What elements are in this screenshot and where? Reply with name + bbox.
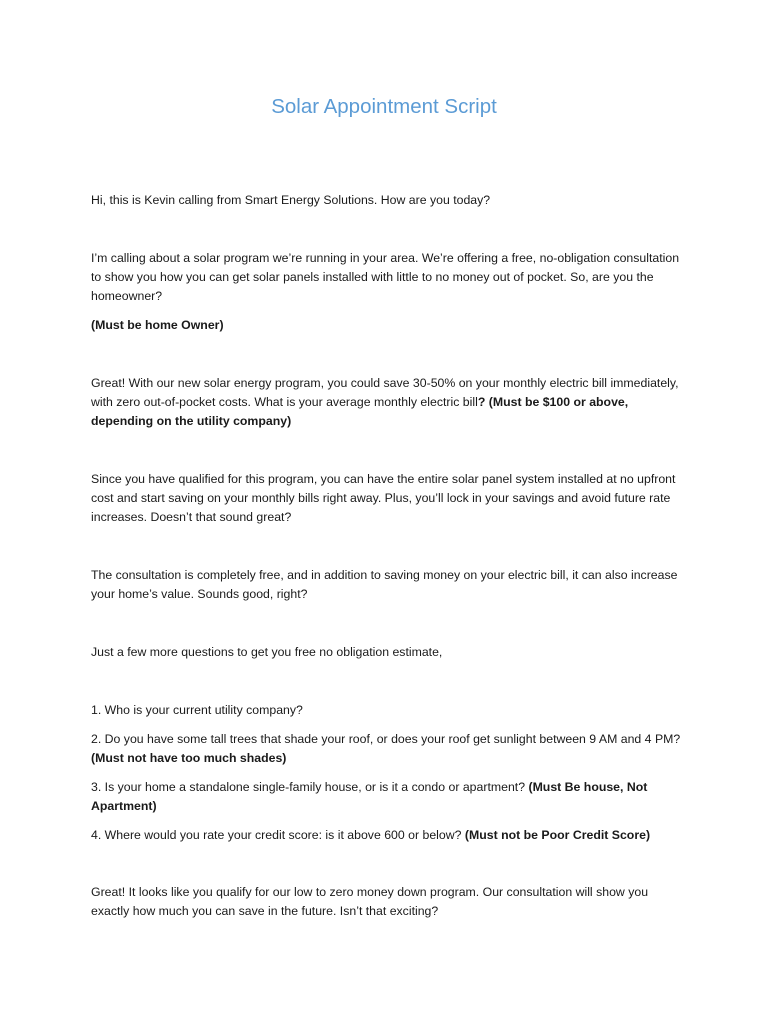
script-text: 4. Where would you rate your credit score: is it above 600 or below?: [91, 828, 465, 842]
script-paragraph: [91, 778, 681, 816]
script-text: Great! With our new solar energy program, you could save 30-50% on your monthly electric bill immediately, with zero out-of-pocket costs. What is your average monthly electric bill: [91, 376, 679, 409]
script-text: 3. Is your home a standalone single-family house, or is it a condo or apartment?: [91, 780, 529, 794]
script-text: Great! It looks like you qualify for our low to zero money down program. Our consultation will show you exactly how much you can save in the future. Isn’t that exciting?: [91, 885, 649, 918]
script-paragraph: [91, 249, 681, 306]
page-title: Solar Appointment Script: [271, 95, 497, 118]
script-text: 1. Who is your current utility company?: [91, 703, 303, 717]
script-text: The consultation is completely free, and in addition to saving money on your electric bill, it can also increase your home’s value. Sounds good, right?: [91, 568, 678, 601]
script-paragraph: [91, 470, 681, 527]
requirement-note: (Must Be house, Not Apartment): [91, 780, 648, 813]
requirement-note: (Must not have too much shades): [91, 751, 287, 765]
script-paragraph: [91, 374, 681, 431]
script-text: I’m calling about a solar program we’re running in your area. We’re offering a free, no-obligation consultation to show you how you can get solar panels installed with little to no money out of pocket. So, are you the homeowner?: [91, 251, 680, 303]
script-paragraph: [91, 701, 681, 720]
script-paragraph: [91, 191, 681, 210]
script-paragraph: [91, 883, 681, 921]
requirement-note: ? (Must be $100 or above, depending on the utility company): [91, 395, 629, 428]
script-paragraph: [91, 643, 681, 662]
script-paragraph: [91, 826, 681, 845]
script-paragraph: [91, 316, 681, 335]
script-paragraph: [91, 566, 681, 604]
script-text: Since you have qualified for this program, you can have the entire solar panel system installed at no upfront cost and start saving on your monthly bills right away. Plus, you’ll lock in your savings and avoid future rate increases. Doesn’t that sound great?: [91, 472, 676, 524]
script-paragraph: [91, 730, 681, 768]
script-text: Hi, this is Kevin calling from Smart Energy Solutions. How are you today?: [91, 193, 491, 207]
requirement-note: (Must not be Poor Credit Score): [464, 828, 651, 842]
script-text: Just a few more questions to get you free no obligation estimate,: [91, 645, 443, 659]
script-text: 2. Do you have some tall trees that shade your roof, or does your roof get sunlight between 9 AM and 4 PM?: [91, 732, 681, 746]
requirement-note: (Must be home Owner): [91, 318, 224, 332]
